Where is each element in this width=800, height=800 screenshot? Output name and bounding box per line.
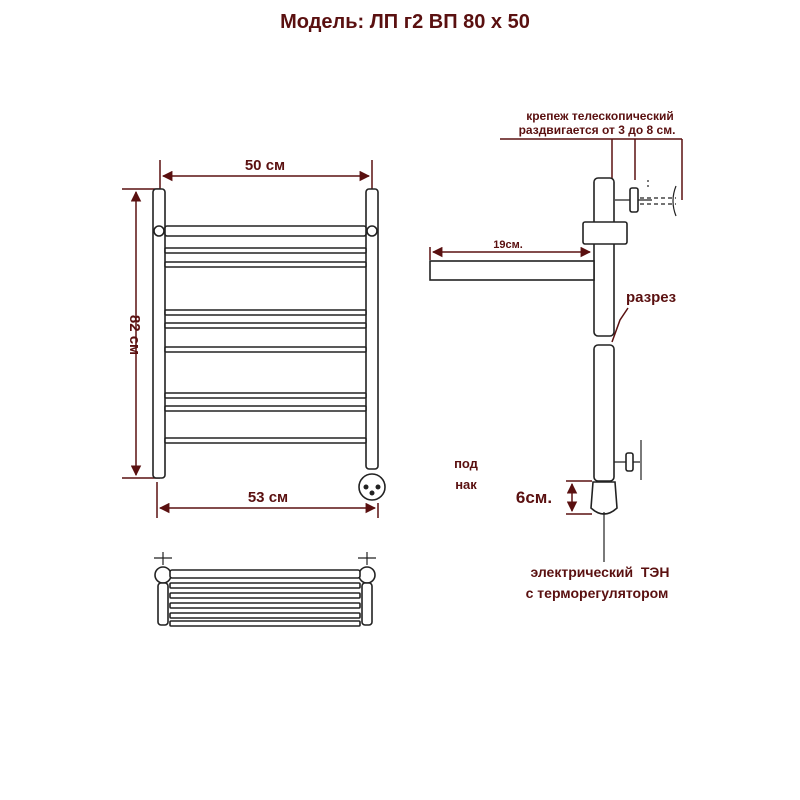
- heater-label-line2: с терморегулятором: [525, 585, 669, 601]
- mount-note-line2: раздвигается от 3 до 8 см.: [518, 123, 676, 137]
- top-view: [154, 552, 376, 626]
- under-label-line2: нак: [455, 477, 477, 492]
- cut-label: разрез: [626, 289, 677, 306]
- heater-label-line1: электрический ТЭН: [530, 564, 670, 580]
- heater-regulator: [359, 474, 385, 500]
- mount-note-line1: крепеж телескопический: [526, 109, 674, 123]
- shelf-bar: [430, 261, 594, 280]
- width-top-label: 50 см: [244, 157, 286, 174]
- model-title: Модель: ЛП г2 ВП 80 х 50: [280, 11, 530, 33]
- crossbars: [165, 226, 366, 443]
- upper-riser: [594, 178, 614, 336]
- height-label: 82 см: [126, 314, 143, 356]
- under-label-line1: под: [454, 456, 478, 471]
- side-view: [430, 109, 682, 601]
- shelf-depth-label: 19см.: [493, 239, 523, 251]
- heater-element: [591, 482, 617, 514]
- bottom-offset-label: 6см.: [515, 488, 553, 507]
- lower-riser: [594, 345, 614, 481]
- width-bottom-label: 53 см: [247, 489, 289, 506]
- front-view: [122, 157, 385, 518]
